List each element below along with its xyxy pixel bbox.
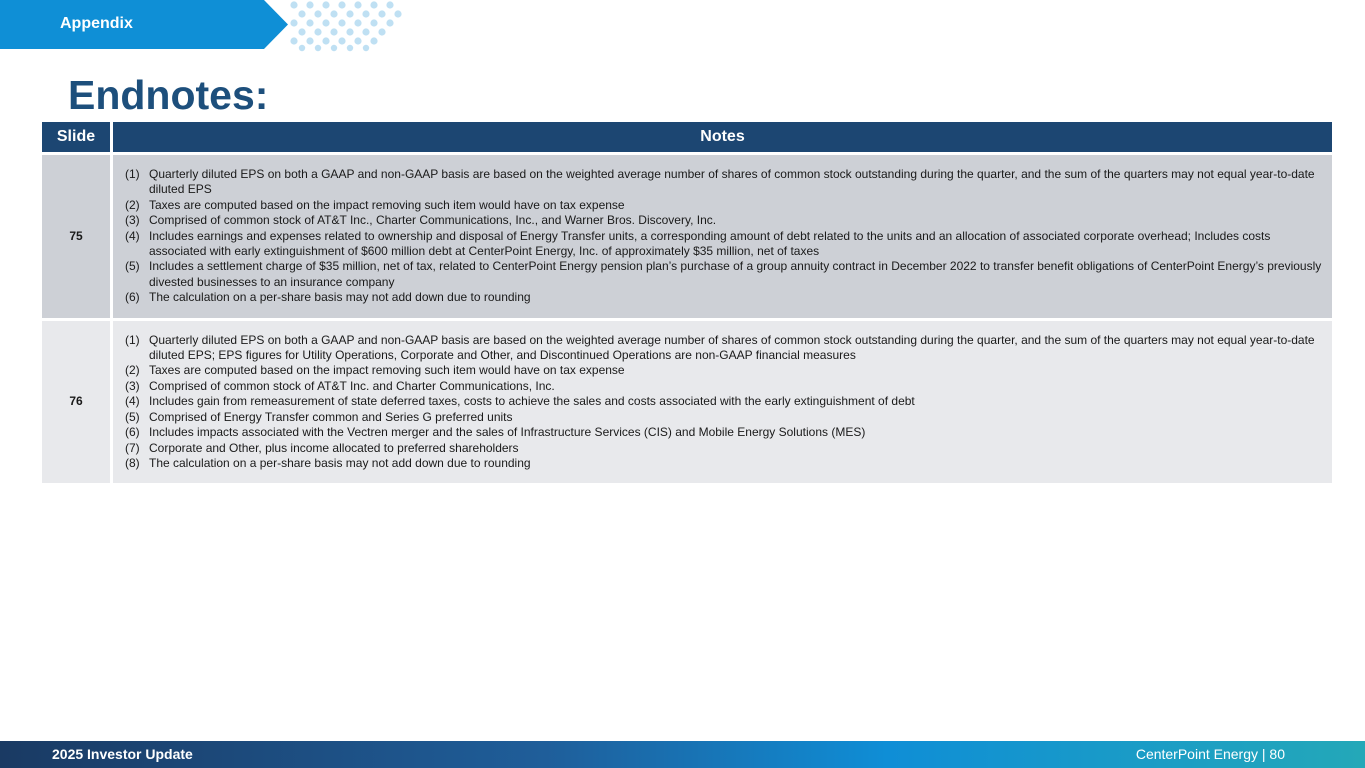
note-text: Quarterly diluted EPS on both a GAAP and non-GAAP basis are based on the weighted average number of shares of common stock outstanding during the quarter, and the sum of the quarters may not equal year-to-date diluted EPS; EPS figures for Utility Operations, Corporate and Other, and Discontinued Operations are non-GAAP financial measures <box>149 332 1315 363</box>
note-number: (1) <box>125 332 140 347</box>
note-item <box>125 213 1322 228</box>
slide-number: 76 <box>42 321 113 487</box>
note-item <box>125 456 1322 471</box>
column-header-slide: Slide <box>42 122 113 155</box>
note-item <box>125 167 1322 198</box>
page-title: Endnotes: <box>68 72 269 118</box>
note-text: The calculation on a per-share basis may not add down due to rounding <box>149 290 531 305</box>
notes-list <box>125 167 1322 306</box>
note-number: (3) <box>125 213 140 228</box>
footer-event-title: 2025 Investor Update <box>52 746 193 762</box>
note-text: Taxes are computed based on the impact removing such item would have on tax expense <box>149 363 625 378</box>
notes-cell <box>113 155 1332 321</box>
note-text: Includes gain from remeasurement of state deferred taxes, costs to achieve the sales and costs associated with the early extinguishment of debt <box>149 394 915 409</box>
note-item <box>125 198 1322 213</box>
note-item <box>125 229 1322 260</box>
note-number: (5) <box>125 409 140 424</box>
note-text: Corporate and Other, plus income allocated to preferred shareholders <box>149 440 519 455</box>
table-header-row <box>42 122 1332 155</box>
note-item <box>125 425 1322 440</box>
note-text: The calculation on a per-share basis may not add down due to rounding <box>149 455 531 470</box>
note-number: (1) <box>125 167 140 181</box>
note-text: Comprised of Energy Transfer common and Series G preferred units <box>149 409 513 424</box>
note-item <box>125 394 1322 409</box>
note-number: (6) <box>125 290 140 305</box>
note-item <box>125 259 1322 290</box>
note-text: Quarterly diluted EPS on both a GAAP and non-GAAP basis are based on the weighted average number of shares of common stock outstanding during the quarter, and the sum of the quarters may not equal year-to-date diluted EPS <box>149 167 1315 197</box>
table-row <box>42 155 1332 321</box>
slide-number: 75 <box>42 155 113 321</box>
note-text: Comprised of common stock of AT&T Inc., Charter Communications, Inc., and Warner Bros. Discovery, Inc. <box>149 213 717 228</box>
appendix-tab <box>0 0 290 49</box>
decorative-dot-pattern <box>280 0 410 52</box>
note-number: (7) <box>125 440 140 455</box>
appendix-tab-label: Appendix <box>60 15 133 32</box>
note-text: Taxes are computed based on the impact removing such item would have on tax expense <box>149 197 625 212</box>
table-row <box>42 321 1332 487</box>
note-number: (4) <box>125 228 140 243</box>
note-number: (5) <box>125 259 140 274</box>
appendix-tab-shape <box>0 0 290 49</box>
endnotes-table <box>42 122 1332 486</box>
note-item <box>125 363 1322 378</box>
note-text: Comprised of common stock of AT&T Inc. and Charter Communications, Inc. <box>149 378 555 393</box>
note-text: Includes a settlement charge of $35 million, net of tax, related to CenterPoint Energy pension plan’s purchase of a group annuity contract in December 2022 to transfer benefit obligations of CenterPoint Energy’s previously divested businesses to an insurance company <box>149 259 1322 289</box>
column-header-notes: Notes <box>113 122 1332 155</box>
note-text: Includes earnings and expenses related to ownership and disposal of Energy Transfer units, a corresponding amount of debt related to the units and an allocation of associated corporate overhead; Includes costs associated with early extinguishment of $600 million debt at CenterPoint Energy, Inc. of approximately $35 million, net of taxes <box>149 228 1271 259</box>
notes-list <box>125 333 1322 472</box>
note-number: (8) <box>125 455 140 470</box>
note-item <box>125 333 1322 364</box>
note-item <box>125 379 1322 394</box>
note-number: (2) <box>125 197 140 212</box>
notes-cell <box>113 321 1332 487</box>
note-item <box>125 290 1322 305</box>
note-item <box>125 441 1322 456</box>
note-number: (6) <box>125 425 140 440</box>
note-number: (3) <box>125 378 140 393</box>
footer-page-info: CenterPoint Energy | 80 <box>1135 746 1285 762</box>
note-number: (4) <box>125 394 140 409</box>
note-number: (2) <box>125 363 140 378</box>
note-item <box>125 410 1322 425</box>
note-text: Includes impacts associated with the Vectren merger and the sales of Infrastructure Services (CIS) and Mobile Energy Solutions (MES) <box>149 425 866 440</box>
footer-bar <box>0 741 1365 768</box>
